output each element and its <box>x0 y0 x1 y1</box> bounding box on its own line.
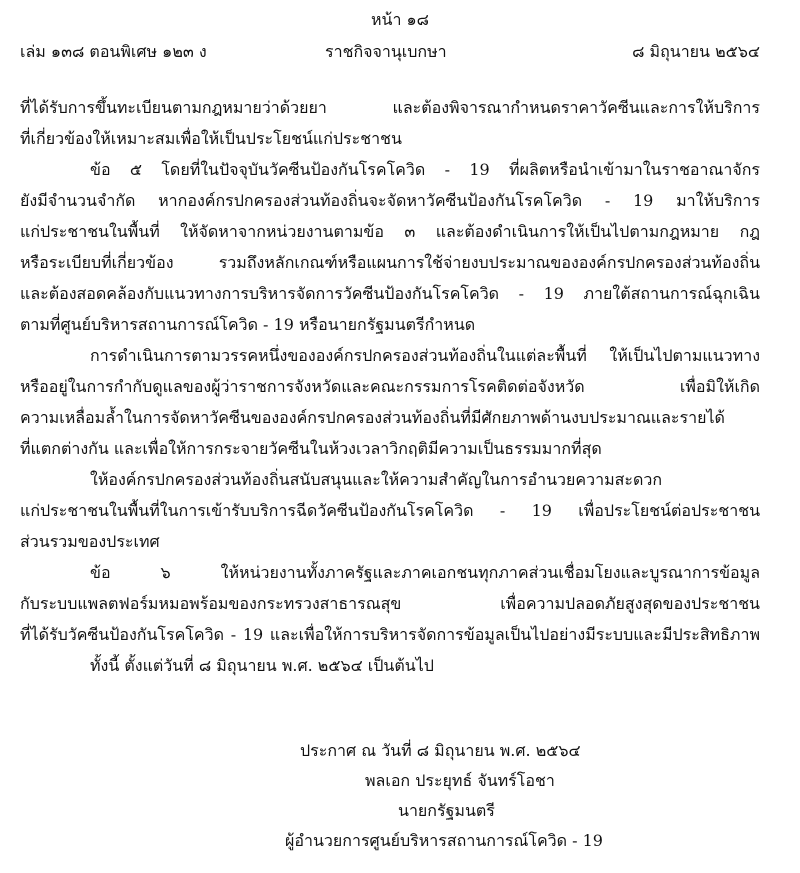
clause-6-line: ข้อ ๖ ให้หน่วยงานทั้งภาครัฐและภาคเอกชนทุกภาคส่วนเชื่อมโยงและบูรณาการข้อมูล <box>90 563 760 582</box>
header-gazette-title: ราชกิจจานุเบกษา <box>325 42 447 61</box>
body-line: ที่เกี่ยวข้องให้เหมาะสมเพื่อให้เป็นประโยชน์แก่ประชาชน <box>20 129 402 148</box>
body-line: หรืออยู่ในการกำกับดูแลของผู้ว่าราชการจังหวัดและคณะกรรมการโรคติดต่อจังหวัด เพื่อมิให้เกิด <box>20 377 760 396</box>
effective-date-line: ทั้งนี้ ตั้งแต่วันที่ ๘ มิถุนายน พ.ศ. ๒๕๖๔ เป็นต้นไป <box>90 656 434 675</box>
body-line: ที่ได้รับวัคซีนป้องกันโรคโควิด - 19 และเพื่อให้การบริหารจัดการข้อมูลเป็นไปอย่างมีระบบและมีประสิทธิภาพ <box>20 625 760 644</box>
body-line: การดำเนินการตามวรรคหนึ่งขององค์กรปกครองส่วนท้องถิ่นในแต่ละพื้นที่ ให้เป็นไปตามแนวทาง <box>90 346 760 365</box>
body-line: ที่แตกต่างกัน และเพื่อให้การกระจายวัคซีนในห้วงเวลาวิกฤติมีความเป็นธรรมมากที่สุด <box>20 439 602 458</box>
body-line: ให้องค์กรปกครองส่วนท้องถิ่นสนับสนุนและให้ความสำคัญในการอำนวยความสะดวก <box>90 470 663 489</box>
body-line: แก่ประชาชนในพื้นที่ ให้จัดหาจากหน่วยงานตามข้อ ๓ และต้องดำเนินการให้เป็นไปตามกฎหมาย กฎ <box>20 222 760 241</box>
body-line: ที่ได้รับการขึ้นทะเบียนตามกฎหมายว่าด้วยยา และต้องพิจารณากำหนดราคาวัคซีนและการให้บริการ <box>20 98 760 117</box>
gazette-header <box>20 40 760 64</box>
clause-5-line: ข้อ ๕ โดยที่ในปัจจุบันวัคซีนป้องกันโรคโควิด - 19 ที่ผลิตหรือนำเข้ามาในราชอาณาจักร <box>90 160 760 179</box>
page-number: หน้า ๑๘ <box>370 10 430 29</box>
header-date: ๘ มิถุนายน ๒๕๖๔ <box>632 42 760 61</box>
body-line: ความเหลื่อมล้ำในการจัดหาวัคซีนขององค์กรปกครองส่วนท้องถิ่นที่มีศักยภาพด้านงบประมาณและรายได้ <box>20 408 725 427</box>
signatory-role: ผู้อำนวยการศูนย์บริหารสถานการณ์โควิด - 19 <box>285 831 603 850</box>
header-issue: เล่ม ๑๓๘ ตอนพิเศษ ๑๒๓ ง <box>20 42 207 61</box>
body-line: กับระบบแพลตฟอร์มหมอพร้อมของกระทรวงสาธารณสุข เพื่อความปลอดภัยสูงสุดของประชาชน <box>20 594 760 613</box>
signatory-name: พลเอก ประยุทธ์ จันทร์โอชา <box>365 771 555 790</box>
signature-block <box>0 736 800 856</box>
body-line: ส่วนรวมของประเทศ <box>20 532 160 551</box>
document-body <box>20 92 760 681</box>
body-line: ตามที่ศูนย์บริหารสถานการณ์โควิด - 19 หรือนายกรัฐมนตรีกำหนด <box>20 315 476 334</box>
announcement-date: ประกาศ ณ วันที่ ๘ มิถุนายน พ.ศ. ๒๕๖๔ <box>300 741 581 760</box>
body-line: ยังมีจำนวนจำกัด หากองค์กรปกครองส่วนท้องถิ่นจะจัดหาวัคซีนป้องกันโรคโควิด - 19 มาให้บริการ <box>20 191 760 210</box>
body-line: แก่ประชาชนในพื้นที่ในการเข้ารับบริการฉีดวัคซีนป้องกันโรคโควิด - 19 เพื่อประโยชน์ต่อประชาชน <box>20 501 760 520</box>
body-line: และต้องสอดคล้องกับแนวทางการบริหารจัดการวัคซีนป้องกันโรคโควิด - 19 ภายใต้สถานการณ์ฉุกเฉิน <box>20 284 760 303</box>
body-line: หรือระเบียบที่เกี่ยวข้อง รวมถึงหลักเกณฑ์หรือแผนการใช้จ่ายงบประมาณขององค์กรปกครองส่วนท้องถิ่น <box>20 253 760 272</box>
signatory-position: นายกรัฐมนตรี <box>398 801 495 820</box>
